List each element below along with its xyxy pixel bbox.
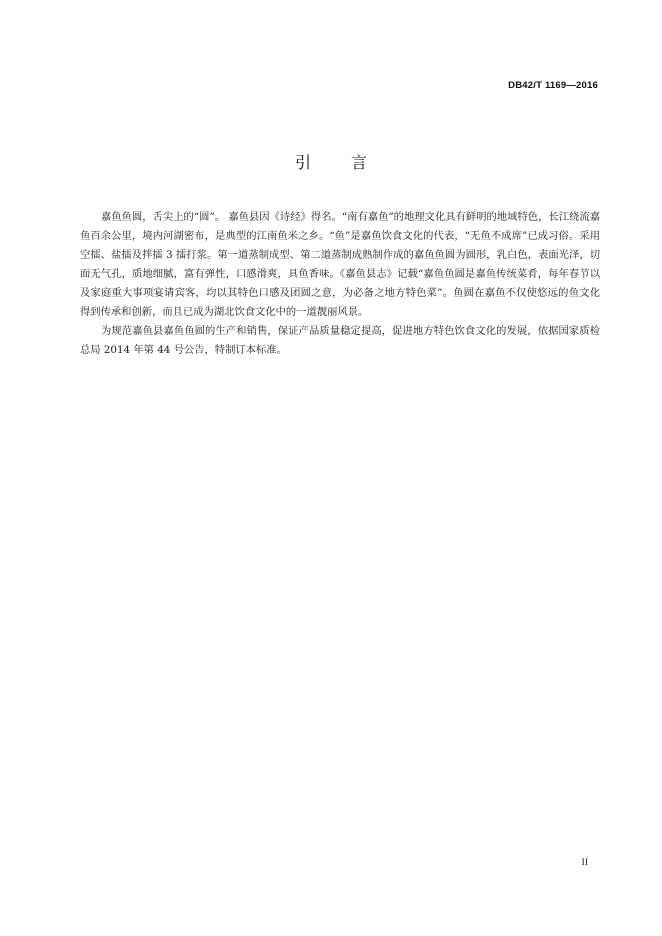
standard-code: DB42/T 1169—2016 [508,80,598,91]
section-title-char-2: 言 [351,153,368,172]
section-title-char-1: 引 [294,153,311,172]
introduction-body [80,208,600,360]
paragraph-2: 为规范嘉鱼县嘉鱼鱼圆的生产和销售，保证产品质量稳定提高，促进地方特色饮食文化的发展，依据国家质检总局 2014 年第 44 号公告，特制订本标准。 [80,325,600,356]
page-number: II [581,858,588,868]
section-title [0,150,662,173]
paragraph-1: 嘉鱼鱼圆，舌尖上的“圆”。 嘉鱼县因《诗经》得名。“南有嘉鱼”的地理文化具有鲜明的地域特色，长江绕流嘉鱼百余公里，境内河湖密布，是典型的江南鱼米之乡。“鱼”是嘉鱼饮食文化的代表，“无鱼不成席”已成习俗。采用空擂、盐擂及拌擂 3 擂打浆。第一道蒸制成型、第二道蒸制成熟制作成的嘉鱼鱼圆为圆形，乳白色，表面光泽，切面无气孔，质地细腻，富有弹性，口感滑爽，具鱼香味。《嘉鱼县志》记载“嘉鱼鱼圆是嘉鱼传统菜肴，每年春节以及家庭重大事项宴请宾客，均以其特色口感及团圆之意，为必备之地方特色菜”。鱼圆在嘉鱼不仅使悠远的鱼文化得到传承和创新，而且已成为湖北饮食文化中的一道靓丽风景。 [80,211,600,318]
